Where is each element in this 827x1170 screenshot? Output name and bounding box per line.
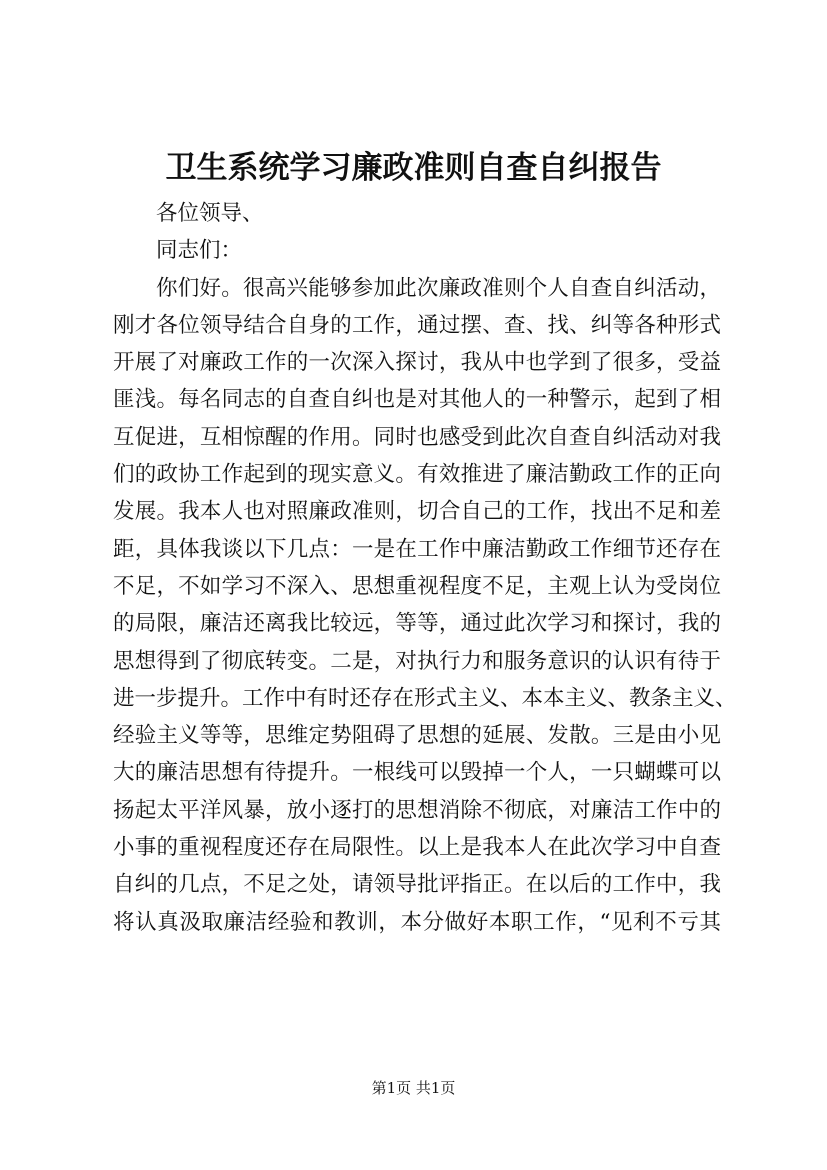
paragraph-line: 的局限，廉洁还离我比较远，等等，通过此次学习和探讨，我的 [113,611,721,637]
paragraph-line: 小事的重视程度还存在局限性。以上是我本人在此次学习中自查 [113,835,721,861]
paragraph-line: 进一步提升。工作中有时还存在形式主义、本本主义、教条主义、 [113,685,737,711]
paragraph-line: 互促进，互相惊醒的作用。同时也感受到此次自查自纠活动对我 [113,424,721,450]
paragraph-line: 距，具体我谈以下几点：一是在工作中廉洁勤政工作细节还存在 [113,536,721,562]
paragraph-line: 不足，不如学习不深入、思想重视程度不足，主观上认为受岗位 [113,573,721,599]
salutation-line: 同志们： [156,238,243,264]
salutation-line: 各位领导、 [156,201,264,226]
paragraph-line: 大的廉洁思想有待提升。一根线可以毁掉一个人，一只蝴蝶可以 [113,760,721,786]
paragraph-line: 你们好。很高兴能够参加此次廉政准则个人自查自纠活动， [156,275,721,301]
paragraph-line: 们的政协工作起到的现实意义。有效推进了廉洁勤政工作的正向 [113,462,721,488]
paragraph-line: 扬起太平洋风暴，放小逐打的思想消除不彻底，对廉洁工作中的 [113,797,721,823]
paragraph-line: 发展。我本人也对照廉政准则，切合自己的工作，找出不足和差 [113,499,721,525]
document-title: 卫生系统学习廉政准则自查自纠报告 [165,150,662,186]
paragraph-line: 匪浅。每名同志的自查自纠也是对其他人的一种警示，起到了相 [113,387,721,413]
page-footer: 第1页 共1页 [371,1079,456,1097]
paragraph-line: 将认真汲取廉洁经验和教训，本分做好本职工作，“见利不亏其 [113,909,721,935]
paragraph-line: 自纠的几点，不足之处，请领导批评指正。在以后的工作中，我 [113,872,721,898]
paragraph-line: 刚才各位领导结合自身的工作，通过摆、查、找、纠等各种形式 [113,312,721,338]
paragraph-line: 思想得到了彻底转变。二是，对执行力和服务意识的认识有待于 [113,648,721,674]
paragraph-line: 开展了对廉政工作的一次深入探讨，我从中也学到了很多，受益 [113,350,721,376]
document-body [113,195,737,941]
paragraph-line: 经验主义等等，思维定势阻碍了思想的延展、发散。三是由小见 [113,723,721,749]
